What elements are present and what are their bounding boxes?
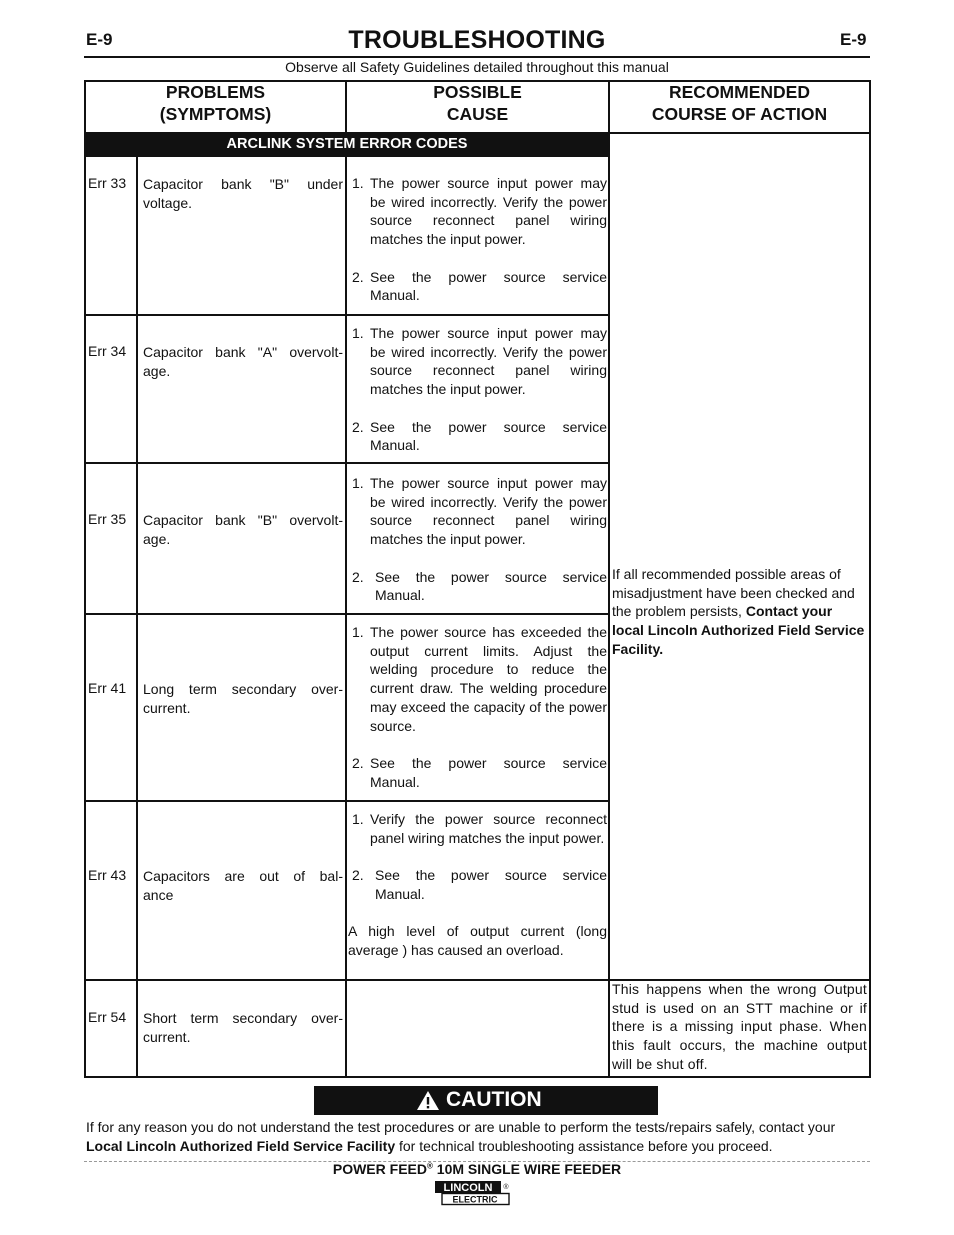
error-code: Err 43 (88, 867, 127, 883)
cause-item: 2. See the power source service Manual. (352, 867, 607, 902)
title-rule (84, 56, 870, 58)
table-border-right (869, 80, 871, 1078)
recommended-action-err54: This happens when the wrong Output stud is used on an STT machine or if there is a missing input phase. When this fault occurs, the machine output will be shut off. (612, 981, 867, 1072)
svg-text:®: ® (503, 1184, 509, 1191)
col-divider-problems (345, 80, 347, 1078)
row-divider (84, 613, 609, 615)
cause-item: 1. The power source input power may be wired incorrectly. Verify the power source reconnect panel wiring matches the input power. (352, 475, 607, 548)
cause-list (348, 810, 607, 960)
cause-note: A high level of output current (long average ) has caused an overload. (348, 923, 607, 958)
lincoln-electric-logo (434, 1180, 510, 1206)
caution-banner (314, 1086, 658, 1115)
product-name: POWER FEED® 10M SINGLE WIRE FEEDER (332, 1161, 622, 1177)
cause-item: 1. Verify the power source reconnect panel wiring matches the input power. (352, 811, 607, 846)
error-code: Err 34 (88, 343, 127, 359)
warning-triangle-icon (416, 1090, 440, 1111)
cause-item: 2. See the power source service Manual. (352, 568, 607, 604)
cause-list (350, 324, 607, 455)
problem-text: Capacitors are out of bal- ance (143, 868, 343, 903)
problem-text: Short term secondary over- current. (143, 1010, 343, 1045)
svg-text:ELECTRIC: ELECTRIC (452, 1194, 498, 1205)
row-divider (84, 314, 609, 316)
problem-text: Capacitor bank "B" overvolt- age. (143, 512, 343, 547)
cause-item: 2. See the power source service Manual. (352, 418, 607, 454)
table-border-left (84, 80, 86, 1078)
header-problems: PROBLEMS (SYMPTOMS) (159, 82, 272, 124)
row-divider (84, 800, 609, 802)
error-code: Err 33 (88, 175, 127, 191)
recommended-action: If all recommended possible areas of misadjustment have been checked and the problem persists, Contact your local Lincoln Authorized Field Service Facility. (612, 566, 865, 657)
page-title: TROUBLESHOOTING (348, 26, 606, 54)
page-number-right: E-9 (840, 30, 867, 49)
section-title-band: ARCLINK SYSTEM ERROR CODES (85, 133, 609, 157)
cause-list (350, 174, 607, 305)
cause-item: 2. See the power source service Manual. (352, 268, 607, 304)
contact-facility-text: Contact your local Lincoln Authorized Field Service Facility. (612, 603, 865, 657)
cause-list (350, 474, 607, 605)
row-divider (84, 462, 609, 464)
safety-note: Observe all Safety Guidelines detailed throughout this manual (285, 59, 669, 75)
col-divider-code (136, 157, 138, 1078)
problem-text: Capacitor bank "A" overvolt- age. (143, 344, 343, 379)
cause-item: 1. The power source input power may be wired incorrectly. Verify the power source reconnect panel wiring matches the input power. (352, 175, 607, 248)
col-divider-cause (608, 80, 610, 1078)
table-border-bottom (84, 1076, 871, 1078)
caution-label: CAUTION (446, 1088, 542, 1111)
error-code: Err 41 (88, 680, 127, 696)
problem-text: Long term secondary over- current. (143, 681, 343, 716)
cause-item: 1. The power source has exceeded the output current limits. Adjust the welding procedure to reduce the current draw. The welding procedure may exceed the capacity of the power source. (352, 624, 607, 734)
header-cause: POSSIBLE CAUSE (433, 82, 522, 124)
caution-text: If for any reason you do not understand the test procedures or are unable to perform the tests/repairs safely, contact your Local Lincoln Authorized Field Service Facility for technical troubleshooting assistance before you proceed. (86, 1119, 836, 1154)
page-number-left: E-9 (86, 30, 113, 49)
problem-text: Capacitor bank "B" under voltage. (143, 176, 343, 211)
cause-list (350, 623, 607, 791)
cause-item: 2. See the power source service Manual. (352, 754, 607, 790)
svg-text:LINCOLN: LINCOLN (443, 1182, 493, 1194)
header-action: RECOMMENDED COURSE OF ACTION (651, 82, 828, 124)
error-code: Err 35 (88, 511, 127, 527)
cause-item: 1. The power source input power may be wired incorrectly. Verify the power source reconnect panel wiring matches the input power. (352, 325, 607, 398)
error-code: Err 54 (88, 1009, 127, 1025)
